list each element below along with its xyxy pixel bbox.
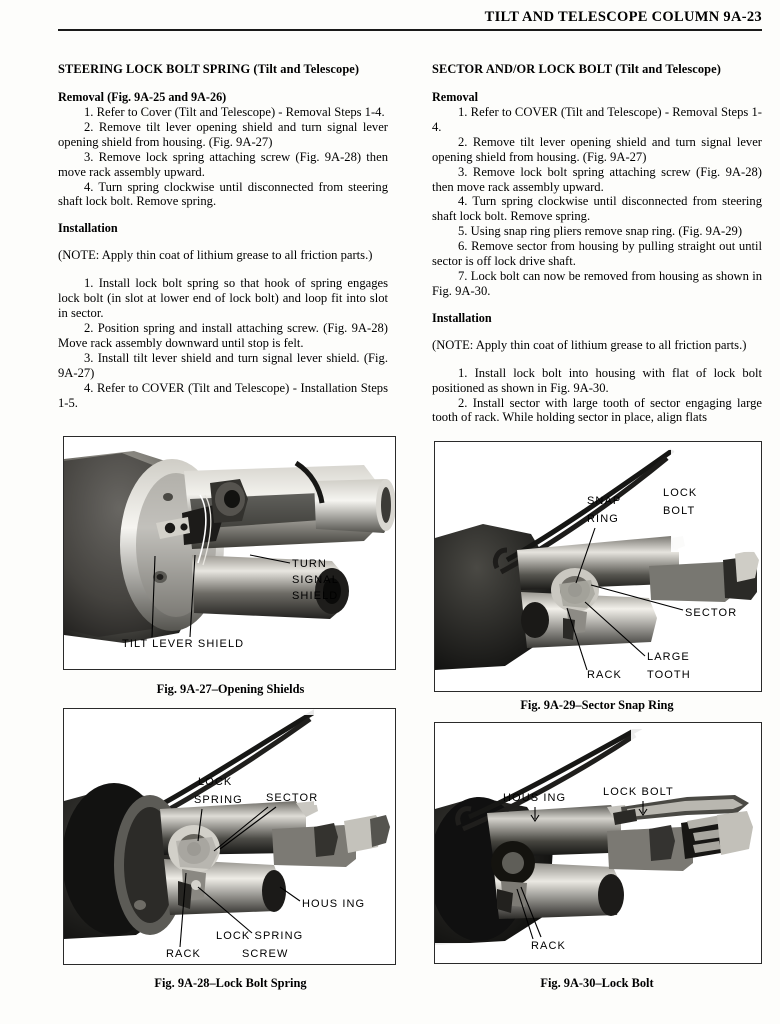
installation-note: (NOTE: Apply thin coat of lithium grease to all friction parts.) bbox=[58, 248, 373, 263]
figure-9a-27-callout-tilt-lever-shield: TILT LEVER SHIELD bbox=[122, 638, 245, 650]
figure-9a-30-callout-housing: HOUS ING bbox=[503, 792, 567, 804]
installation-step: 2. Position spring and install attaching screw. (Fig. 9A-28) Move rack assembly downward until stop is felt. bbox=[58, 320, 388, 350]
removal-step: 5. Using snap ring pliers remove snap ring. (Fig. 9A-29) bbox=[458, 224, 743, 239]
figure-9a-27-callout-signal: SIGNAL bbox=[292, 574, 339, 586]
removal-step: 2. Remove tilt lever opening shield and turn signal lever opening shield from housing. (Fig. 9A-27) bbox=[58, 119, 388, 149]
removal-step: 3. Remove lock bolt spring attaching screw (Fig. 9A-28) then move rack assembly upward. bbox=[432, 164, 762, 194]
section-heading-lock-bolt-spring: STEERING LOCK BOLT SPRING (Tilt and Telescope) bbox=[58, 62, 360, 76]
subheading-removal-left: Removal (Fig. 9A-25 and 9A-26) bbox=[58, 90, 227, 104]
header-rule bbox=[58, 29, 762, 31]
removal-step: 2. Remove tilt lever opening shield and turn signal lever opening shield from housing. (Fig. 9A-27) bbox=[432, 134, 762, 164]
figure-9a-28-callout-housing: HOUS ING bbox=[302, 898, 366, 910]
left-column bbox=[58, 62, 388, 410]
figure-9a-29-callout-lock: LOCK bbox=[663, 487, 698, 499]
figure-9a-29-callout-snap: SNAP bbox=[587, 495, 622, 507]
figure-9a-30-caption: Fig. 9A-30–Lock Bolt bbox=[540, 976, 654, 990]
running-header bbox=[58, 8, 762, 26]
installation-step: 1. Install lock bolt spring so that hook of spring engages lock bolt (in slot at lower end of lock bolt) and loop fit into slot in sector. bbox=[58, 276, 388, 321]
figure-9a-29-callout-rack: RACK bbox=[587, 669, 622, 681]
figure-9a-28-callout-lock-spring: LOCK SPRING bbox=[216, 930, 304, 942]
figure-9a-29-callout-tooth: TOOTH bbox=[647, 669, 691, 681]
figure-9a-29-callout-large: LARGE bbox=[647, 651, 690, 663]
installation-note: (NOTE: Apply thin coat of lithium grease to all friction parts.) bbox=[432, 337, 747, 352]
figure-9a-29-caption: Fig. 9A-29–Sector Snap Ring bbox=[520, 698, 674, 712]
figure-9a-30-callout-lock-bolt: LOCK BOLT bbox=[603, 786, 674, 798]
right-column bbox=[432, 62, 762, 425]
figure-9a-28-callout-screw: SCREW bbox=[242, 948, 289, 960]
figure-9a-28-photo bbox=[64, 709, 395, 964]
installation-step: 1. Install lock bolt into housing with flat of lock bolt positioned as shown in Fig. 9A-30. bbox=[432, 365, 762, 395]
figure-9a-28-callout-sector: SECTOR bbox=[266, 792, 319, 804]
installation-step: 2. Install sector with large tooth of sector engaging large tooth of rack. While holding sector in place, align flats bbox=[432, 395, 762, 425]
removal-step: 1. Refer to COVER (Tilt and Telescope) - Removal Steps 1-4. bbox=[432, 105, 762, 134]
page-title: TILT AND TELESCOPE COLUMN 9A-23 bbox=[484, 9, 762, 25]
removal-step: 6. Remove sector from housing by pulling straight out until sector is off lock drive shaft. bbox=[432, 239, 762, 269]
figure-9a-29-callout-bolt: BOLT bbox=[663, 505, 696, 517]
removal-step: 1. Refer to Cover (Tilt and Telescope) - Removal Steps 1-4. bbox=[84, 105, 385, 119]
figure-9a-28-callout-spring: SPRING bbox=[194, 794, 243, 806]
figure-9a-29-callout-ring: RING bbox=[587, 513, 619, 525]
removal-step: 4. Turn spring clockwise until disconnected from steering shaft lock bolt. Remove spring. bbox=[432, 194, 762, 224]
figure-9a-29 bbox=[434, 441, 762, 692]
figure-9a-28-caption: Fig. 9A-28–Lock Bolt Spring bbox=[154, 976, 307, 990]
figure-9a-27-callout-turn: TURN bbox=[292, 558, 327, 570]
removal-step: 3. Remove lock spring attaching screw (Fig. 9A-28) then move rack assembly upward. bbox=[58, 149, 388, 179]
figure-9a-28-callout-rack: RACK bbox=[166, 948, 201, 960]
figure-9a-29-photo bbox=[435, 442, 761, 691]
removal-step: 7. Lock bolt can now be removed from housing as shown in Fig. 9A-30. bbox=[432, 268, 762, 298]
figure-9a-27-caption: Fig. 9A-27–Opening Shields bbox=[156, 682, 305, 696]
figure-9a-29-callout-sector: SECTOR bbox=[685, 607, 738, 619]
figure-9a-27-photo bbox=[64, 437, 395, 669]
figure-9a-27-callout-shield: SHIELD bbox=[292, 590, 339, 602]
figure-9a-30 bbox=[434, 722, 762, 964]
removal-step: 4. Turn spring clockwise until disconnected from steering shaft lock bolt. Remove spring. bbox=[58, 179, 388, 209]
subheading-installation-left: Installation bbox=[58, 221, 118, 236]
figure-9a-27 bbox=[63, 436, 396, 670]
section-heading-sector-lock-bolt: SECTOR AND/OR LOCK BOLT (Tilt and Telescope) bbox=[432, 62, 721, 76]
figure-9a-28 bbox=[63, 708, 396, 965]
figure-9a-28-callout-lock: LOCK bbox=[198, 776, 233, 788]
installation-step: 3. Install tilt lever shield and turn signal lever shield. (Fig. 9A-27) bbox=[58, 350, 388, 380]
subheading-removal-right: Removal bbox=[432, 90, 479, 104]
figure-9a-30-callout-rack: RACK bbox=[531, 940, 566, 952]
installation-step: 4. Refer to COVER (Tilt and Telescope) - Installation Steps 1-5. bbox=[58, 380, 388, 410]
figure-9a-30-photo bbox=[435, 723, 761, 963]
subheading-installation-right: Installation bbox=[432, 310, 492, 325]
